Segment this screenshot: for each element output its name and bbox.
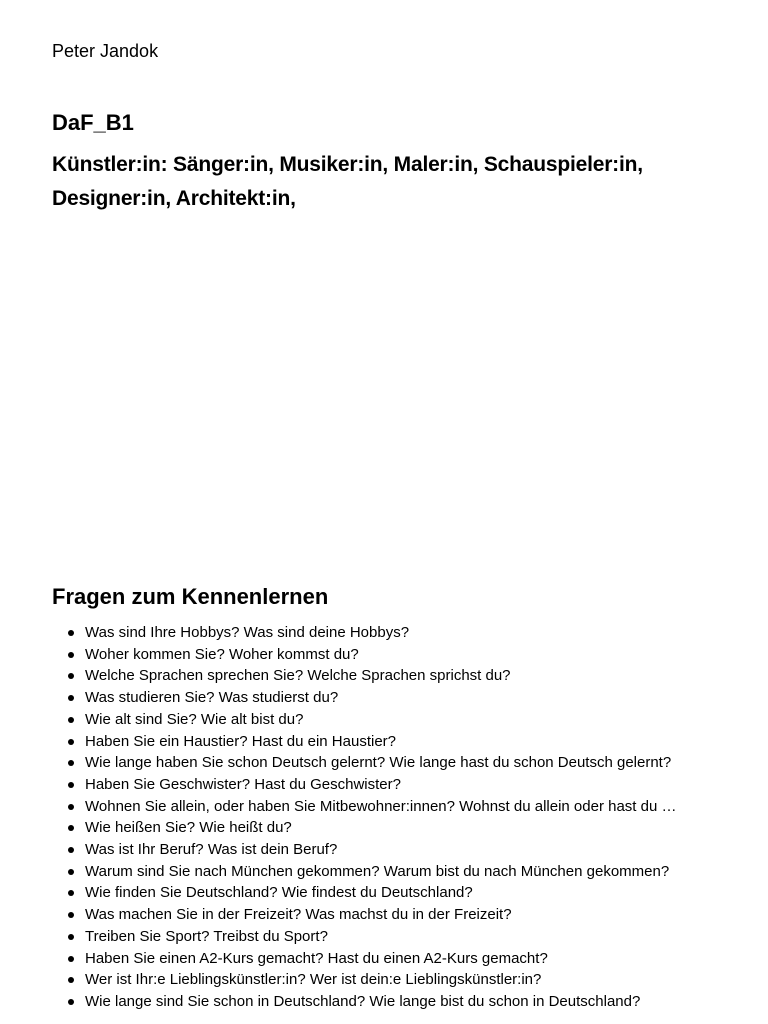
question-item: Was studieren Sie? Was studierst du? xyxy=(52,687,752,709)
question-item: Was ist Ihr Beruf? Was ist dein Beruf? xyxy=(52,839,752,861)
question-item: Haben Sie ein Haustier? Hast du ein Haustier? xyxy=(52,731,752,753)
question-item: Woher kommen Sie? Woher kommst du? xyxy=(52,644,752,666)
question-item: Was sind Ihre Hobbys? Was sind deine Hobbys? xyxy=(52,622,752,644)
question-item: Was machen Sie in der Freizeit? Was machst du in der Freizeit? xyxy=(52,904,752,926)
question-item: Wie alt sind Sie? Wie alt bist du? xyxy=(52,709,752,731)
topic-heading: Künstler:in: Sänger:in, Musiker:in, Maler:in, Schauspieler:in, Designer:in, Architekt:in, xyxy=(52,153,643,210)
question-item: Haben Sie Geschwister? Hast du Geschwister? xyxy=(52,774,752,796)
question-list xyxy=(52,622,752,1013)
question-item: Welche Sprachen sprechen Sie? Welche Sprachen sprichst du? xyxy=(52,665,752,687)
question-item: Warum sind Sie nach München gekommen? Warum bist du nach München gekommen? xyxy=(52,861,752,883)
question-item: Treiben Sie Sport? Treibst du Sport? xyxy=(52,926,752,948)
question-item: Haben Sie einen A2-Kurs gemacht? Hast du einen A2-Kurs gemacht? xyxy=(52,948,752,970)
question-item: Wie heißen Sie? Wie heißt du? xyxy=(52,817,752,839)
question-item: Wie finden Sie Deutschland? Wie findest du Deutschland? xyxy=(52,882,752,904)
question-item: Wohnen Sie allein, oder haben Sie Mitbewohner:innen? Wohnst du allein oder hast du … xyxy=(52,796,752,818)
question-item: Wer ist Ihr:e Lieblingskünstler:in? Wer ist dein:e Lieblingskünstler:in? xyxy=(52,969,752,991)
question-item: Wie lange haben Sie schon Deutsch gelernt? Wie lange hast du schon Deutsch gelernt? xyxy=(52,752,752,774)
author-name: Peter Jandok xyxy=(52,41,159,61)
course-title: DaF_B1 xyxy=(52,110,134,135)
section-title: Fragen zum Kennenlernen xyxy=(52,584,329,609)
question-item: Wie lange sind Sie schon in Deutschland? Wie lange bist du schon in Deutschland? xyxy=(52,991,752,1013)
